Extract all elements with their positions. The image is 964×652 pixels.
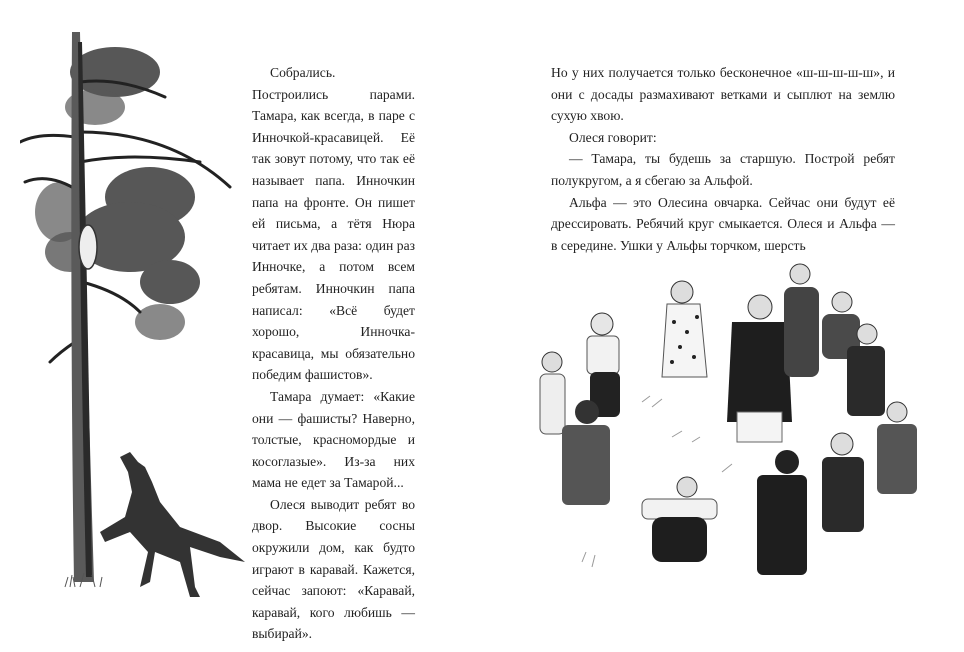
right-page — [482, 0, 964, 652]
paragraph: Тамара думает: «Какие они — фашисты? Наверно, толстые, красномордые и косоглазые». Из-за них мама не едет за Тамарой... — [252, 388, 415, 491]
paragraph: Собрались. Построились парами. Тамара, как всегда, в паре с Инночкой-красавицей. Её так зовут потому, что так её называет папа. Инночкин папа на фронте. Он пишет ей письма, а тётя Нюра читает их два раза: один раз Инночке, а потом всем ребятам. Инночкин папа написал: «Всё будет хорошо, Инночка-красавица, мы обязательно победим фашистов». — [252, 65, 415, 383]
children-circle-dance-illustration — [522, 262, 922, 592]
paragraph: Но у них получается только бесконечное «ш-ш-ш-ш-ш», и они с досады размахивают ветками и сыплют на землю сухую хвою. — [551, 65, 895, 124]
right-page-text — [551, 62, 895, 256]
pine-tree-and-dog-illustration — [20, 22, 250, 607]
paragraph: — Тамара, ты будешь за старшую. Построй ребят полукругом, а я сбегаю за Альфой. — [551, 151, 895, 188]
left-page-text — [252, 62, 415, 645]
paragraph: Олеся выводит ребят во двор. Высокие сосны окружили дом, как будто играют в каравай. Кажется, сейчас запоют: «Каравай, каравай, кого любишь — выбирай». — [252, 496, 415, 642]
paragraph: Альфа — это Олесина овчарка. Сейчас они будут её дрессировать. Ребячий круг смыкается. Олеся и Альфа — в середине. Ушки у Альфы торчком, шерсть — [551, 194, 895, 253]
paragraph: Олеся говорит: — [569, 129, 657, 145]
